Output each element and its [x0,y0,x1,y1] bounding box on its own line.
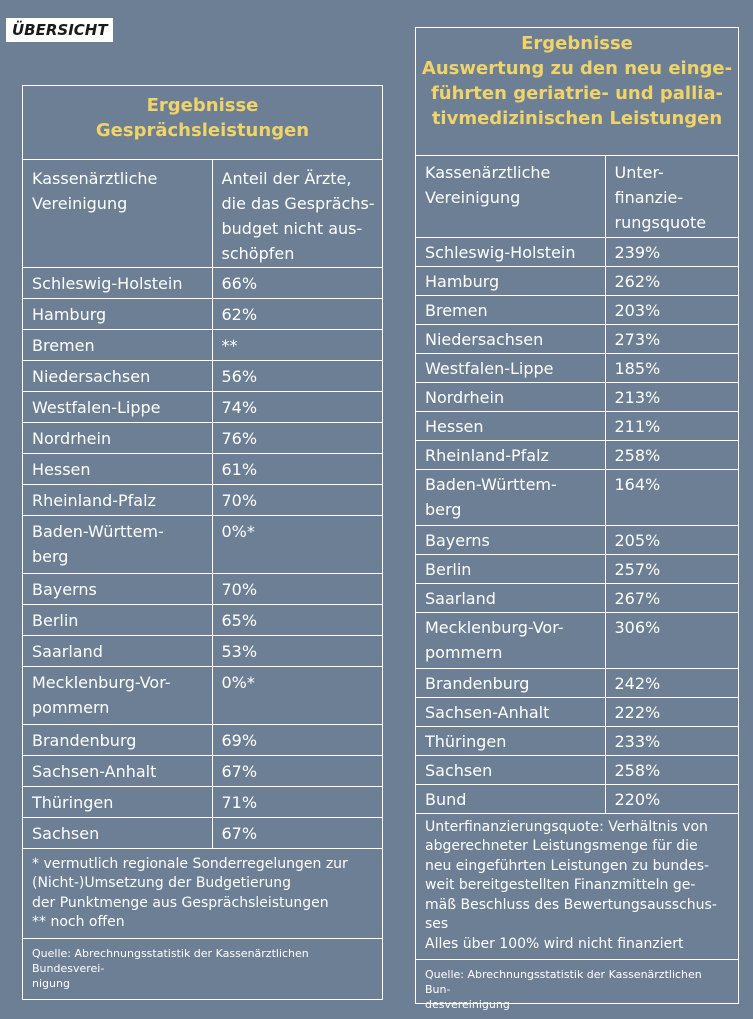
region-cell: Berlin [23,604,212,635]
value-cell: 69% [212,724,382,755]
table-row [23,391,382,422]
value-cell: 258% [605,755,738,784]
value-cell: 239% [605,237,738,266]
source-line: desvereinigung [425,997,510,1011]
region-cell [416,612,605,668]
region-line: berg [32,546,69,566]
value-cell: 185% [605,353,738,382]
region-cell: Thüringen [416,726,605,755]
value-cell: 70% [212,573,382,604]
table-row [416,583,738,612]
region-cell: Sachsen [23,817,212,848]
table-row [416,266,738,295]
value-cell: 262% [605,266,738,295]
footnote-line: Unterfinanzierungsquote: Verhältnis von [425,818,708,835]
right-title-line: Auswertung zu den neu einge- [421,58,733,79]
value-cell: 242% [605,668,738,697]
table-row [416,382,738,411]
value-cell: 222% [605,697,738,726]
region-cell: Brandenburg [23,724,212,755]
value-cell: 56% [212,360,382,391]
region-cell: Sachsen-Anhalt [416,697,605,726]
geriatric-palliative-panel [415,27,739,1011]
table-row [23,573,382,604]
table-row [23,666,382,724]
value-cell: 66% [212,267,382,298]
value-cell: 213% [605,382,738,411]
table-row [416,237,738,266]
column-header-underfunding-rate [605,156,738,237]
table-row [23,515,382,573]
table-row [23,817,382,848]
region-cell: Hamburg [23,298,212,329]
region-line: pommern [32,697,110,717]
table-row [416,668,738,697]
table-row [23,604,382,635]
value-cell: 62% [212,298,382,329]
section-badge: ÜBERSICHT [6,18,113,42]
region-line: Baden-Württem- [32,521,164,541]
footnote-line: neu eingeführten Leistungen zu bundes- [425,857,710,874]
table-row [416,440,738,469]
region-cell [416,469,605,525]
region-line: Mecklenburg-Vor- [32,672,171,692]
table-row [23,755,382,786]
table-row [23,329,382,360]
header-line: die das Gesprächs- [221,194,375,213]
table-header-row [23,160,382,267]
footnote-line: * vermutlich regionale Sonderregelungen zur [32,855,348,872]
source-line: Quelle: Abrechnungsstatistik der Kassenärztlichen Bundesverei- [32,946,309,975]
header-line: finanzie- [614,188,684,207]
right-source [416,960,738,1012]
region-cell: Sachsen [416,755,605,784]
table-row [23,360,382,391]
region-cell: Hessen [23,453,212,484]
region-cell: Bayerns [416,525,605,554]
region-cell: Schleswig-Holstein [23,267,212,298]
table-row [416,697,738,726]
region-cell: Westfalen-Lippe [416,353,605,382]
source-line: nigung [32,976,70,990]
footnote-line: weit bereitgestellten Finanzmitteln ge- [425,877,696,893]
value-cell: 0%* [212,515,382,573]
right-results-table [416,156,738,814]
header-line: Kassenärztliche [32,169,158,188]
table-row [416,726,738,755]
value-cell: 65% [212,604,382,635]
header-line: schöpfen [221,244,295,263]
value-cell: 71% [212,786,382,817]
region-cell [23,515,212,573]
footnote-line: (Nicht-)Umsetzung der Budgetierung [32,875,292,891]
value-cell: 76% [212,422,382,453]
region-cell: Berlin [416,554,605,583]
table-row [23,786,382,817]
column-header-region [23,160,212,267]
region-cell: Thüringen [23,786,212,817]
region-cell: Niedersachsen [23,360,212,391]
table-row [416,554,738,583]
table-row [23,422,382,453]
header-line: Vereinigung [32,194,128,213]
value-cell: 0%* [212,666,382,724]
value-cell: 67% [212,755,382,786]
value-cell: ** [212,329,382,360]
region-line: Mecklenburg-Vor- [425,617,564,637]
header-line: budget nicht aus- [221,219,363,238]
header-line: Vereinigung [425,188,521,207]
value-cell: 205% [605,525,738,554]
region-cell: Rheinland-Pfalz [23,484,212,515]
left-source [23,939,382,991]
table-row [23,635,382,666]
table-row [416,411,738,440]
table-row [23,724,382,755]
table-row [23,298,382,329]
table-row [416,755,738,784]
left-title-line: Ergebnisse [146,95,259,116]
right-title-line: tivmedizinischen Leistungen [431,108,723,129]
left-footnote [23,849,382,939]
left-title-line: Gesprächsleistungen [95,120,310,141]
value-cell: 267% [605,583,738,612]
region-cell: Bund [416,784,605,813]
region-cell: Brandenburg [416,668,605,697]
value-cell: 233% [605,726,738,755]
table-row [23,484,382,515]
region-line: berg [425,499,462,519]
table-row [416,525,738,554]
region-cell: Schleswig-Holstein [416,237,605,266]
right-title-line: Ergebnisse [521,33,633,54]
value-cell: 74% [212,391,382,422]
value-cell: 257% [605,554,738,583]
left-panel-title [23,86,382,160]
right-title-line: führten geriatrie- und pallia- [430,83,724,104]
region-cell: Hessen [416,411,605,440]
value-cell: 67% [212,817,382,848]
region-cell: Sachsen-Anhalt [23,755,212,786]
region-cell: Saarland [416,583,605,612]
conversation-services-panel [22,85,383,1000]
table-row [23,453,382,484]
source-line: Quelle: Abrechnungsstatistik der Kassenärztlichen Bun- [425,967,702,996]
value-cell: 211% [605,411,738,440]
footnote-line: abgerechneter Leistungsmenge für die [425,838,698,854]
region-cell: Hamburg [416,266,605,295]
header-line: Kassenärztliche [425,163,551,182]
table-row [416,784,738,813]
footnote-line: Alles über 100% wird nicht finanziert [425,935,684,952]
right-panel-title [416,28,738,156]
value-cell: 70% [212,484,382,515]
header-line: rungsquote [614,213,707,232]
region-cell: Nordrhein [416,382,605,411]
table-row [23,267,382,298]
value-cell: 220% [605,784,738,813]
region-cell: Saarland [23,635,212,666]
region-cell: Bremen [23,329,212,360]
footnote-line: ** noch offen [32,914,125,930]
table-row [416,612,738,668]
region-cell [23,666,212,724]
value-cell: 258% [605,440,738,469]
region-cell: Bayerns [23,573,212,604]
region-line: Baden-Württem- [425,474,557,494]
region-cell: Westfalen-Lippe [23,391,212,422]
column-header-share [212,160,382,267]
header-line: Anteil der Ärzte, [221,169,352,188]
footnote-line: mäß Beschluss des Bewertungsausschus- [425,896,717,913]
left-results-table [23,160,382,849]
header-line: Unter- [614,163,664,182]
region-line: pommern [425,642,503,662]
value-cell: 61% [212,453,382,484]
right-footnote [416,814,738,960]
table-row [416,324,738,353]
region-cell: Bremen [416,295,605,324]
region-cell: Nordrhein [23,422,212,453]
footnote-line: ses [425,916,449,932]
region-cell: Niedersachsen [416,324,605,353]
region-cell: Rheinland-Pfalz [416,440,605,469]
value-cell: 164% [605,469,738,525]
column-header-region [416,156,605,237]
value-cell: 273% [605,324,738,353]
table-row [416,469,738,525]
table-header-row [416,156,738,237]
value-cell: 203% [605,295,738,324]
table-row [416,295,738,324]
table-row [416,353,738,382]
value-cell: 53% [212,635,382,666]
value-cell: 306% [605,612,738,668]
footnote-line: der Punktmenge aus Gesprächsleistungen [32,894,329,911]
